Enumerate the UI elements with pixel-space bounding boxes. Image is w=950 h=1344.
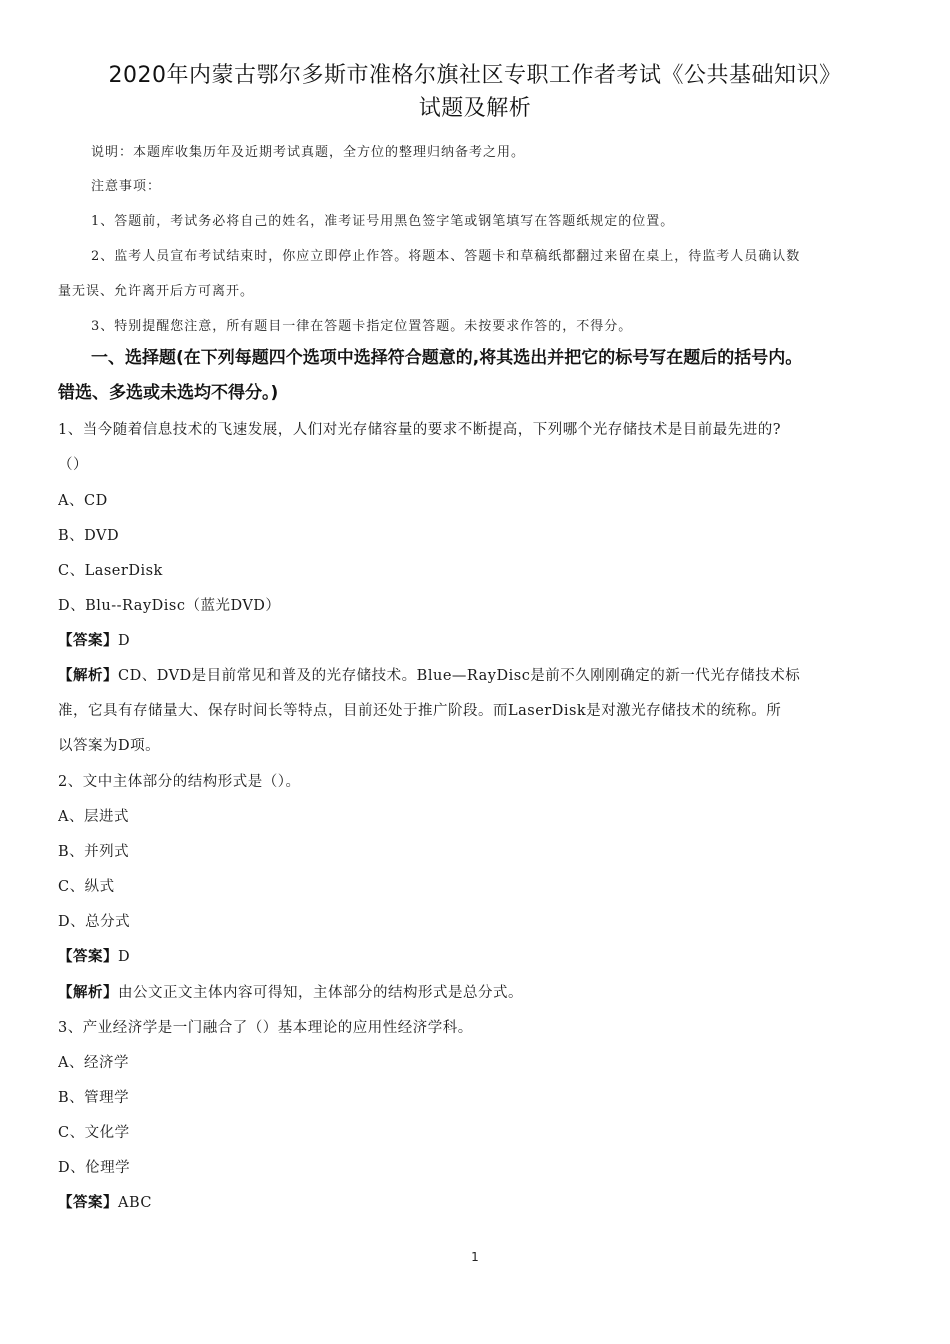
answer-label: 【答案】 (58, 633, 118, 649)
question-1-stem-bracket: （） (58, 457, 88, 473)
question-2-option-d: D、总分式 (58, 914, 131, 930)
intro-note: 说明：本题库收集历年及近期考试真题，全方位的整理归纳备考之用。 (91, 145, 526, 160)
document-title-line2: 试题及解析 (418, 96, 532, 121)
question-3-option-a: A、经济学 (58, 1055, 129, 1071)
intro-item-2b: 量无误、允许离开后方可离开。 (58, 284, 255, 299)
document-title-line1: 2020年内蒙古鄂尔多斯市准格尔旗社区专职工作者考试《公共基础知识》 (108, 63, 842, 88)
question-2-option-a: A、层进式 (58, 809, 129, 825)
question-1-stem: 1、当今随着信息技术的飞速发展，人们对光存储容量的要求不断提高，下列哪个光存储技术是目前最先进的? (58, 422, 781, 438)
question-2-analysis (58, 983, 894, 1003)
question-1-analysis (58, 666, 894, 686)
intro-item-3: 3、特别提醒您注意，所有题目一律在答题卡指定位置答题。未按要求作答的，不得分。 (91, 319, 633, 334)
question-1-answer (58, 631, 894, 651)
answer-value: D (118, 633, 131, 649)
question-3-option-c: C、文化学 (58, 1125, 130, 1141)
section-heading-line2: 错选、多选或未选均不得分。) (58, 383, 279, 403)
section-heading-line1: 一、选择题(在下列每题四个选项中选择符合题意的,将其选出并把它的标号写在题后的括号内。 (91, 348, 803, 368)
question-2-answer (58, 947, 894, 967)
analysis-text: 由公文正文主体内容可得知，主体部分的结构形式是总分式。 (118, 985, 523, 1001)
question-1-analysis-cont-2: 以答案为D项。 (58, 738, 161, 754)
answer-value: D (118, 949, 131, 965)
intro-attention: 注意事项： (91, 179, 162, 194)
analysis-label: 【解析】 (58, 668, 118, 684)
answer-label: 【答案】 (58, 949, 118, 965)
analysis-label: 【解析】 (58, 985, 118, 1001)
question-1-option-a: A、CD (58, 493, 108, 509)
answer-value: ABC (118, 1195, 152, 1211)
question-1-analysis-cont-1: 准，它具有存储量大、保存时间长等特点，目前还处于推广阶段。而LaserDisk是对激光存储技术的统称。所 (58, 703, 782, 719)
question-1-option-d: D、Blu--RayDisc（蓝光DVD） (58, 598, 281, 614)
answer-label: 【答案】 (58, 1195, 118, 1211)
question-2-stem: 2、文中主体部分的结构形式是（）。 (58, 774, 301, 790)
question-3-option-d: D、伦理学 (58, 1160, 131, 1176)
question-1-option-b: B、DVD (58, 528, 120, 544)
intro-item-2a: 2、监考人员宣布考试结束时，你应立即停止作答。将题本、答题卡和草稿纸都翻过来留在桌上，待监考人员确认数 (91, 249, 801, 264)
question-3-stem: 3、产业经济学是一门融合了（）基本理论的应用性经济学科。 (58, 1020, 473, 1036)
question-2-option-b: B、并列式 (58, 844, 130, 860)
intro-item-1: 1、答题前，考试务必将自己的姓名，准考证号用黑色签字笔或钢笔填写在答题纸规定的位置。 (91, 214, 675, 229)
question-1-option-c: C、LaserDisk (58, 563, 163, 579)
page-number: 1 (471, 1250, 479, 1264)
question-3-option-b: B、管理学 (58, 1090, 130, 1106)
analysis-text: CD、DVD是目前常见和普及的光存储技术。Blue—RayDisc是前不久刚刚确定的新一代光存储技术标 (118, 668, 801, 684)
question-2-option-c: C、纵式 (58, 879, 115, 895)
question-3-answer (58, 1193, 894, 1213)
